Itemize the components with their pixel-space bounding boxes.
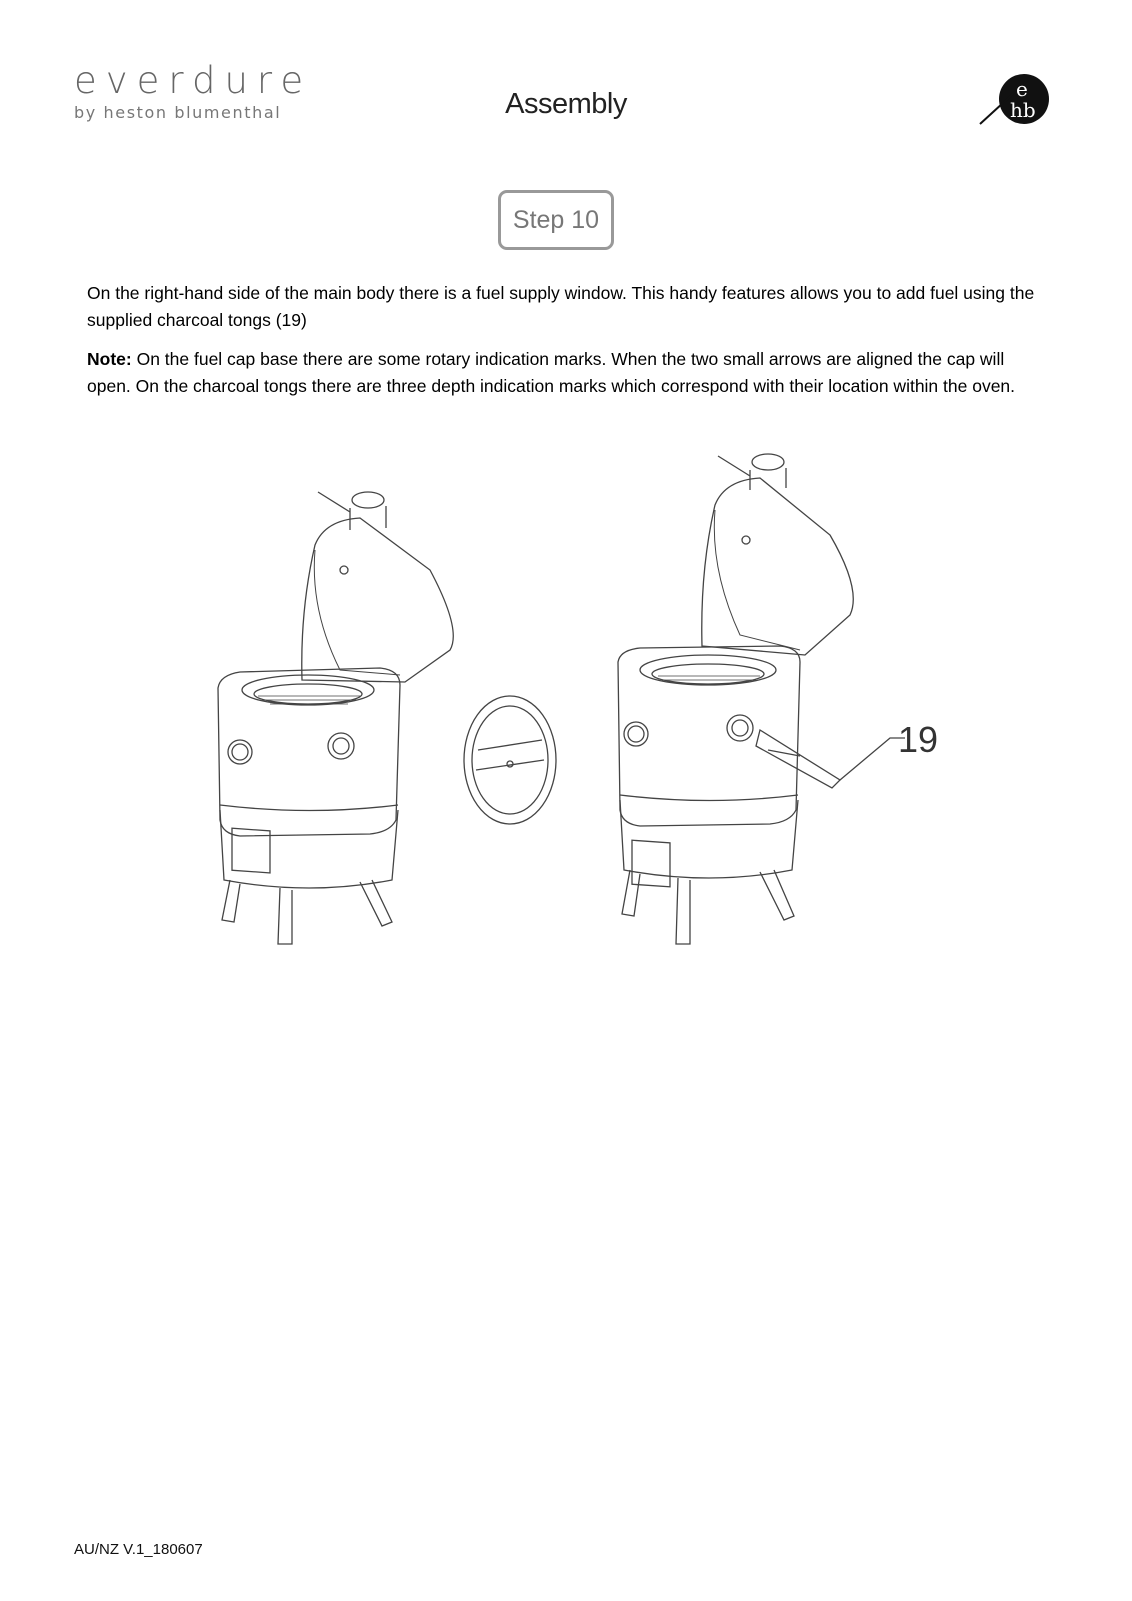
brand-name: everdure: [74, 59, 313, 102]
step-badge: Step 10: [498, 190, 614, 250]
fuel-cap-drawing: [464, 696, 556, 824]
note-text: On the fuel cap base there are some rotary indication marks. When the two small arrows are aligned the cap will open. On the charcoal tongs there are three depth indication marks which correspond with their location within the oven.: [87, 349, 1016, 396]
callout-number: 19: [898, 719, 939, 760]
svg-text:e: e: [1016, 77, 1028, 101]
svg-text:hb: hb: [1010, 98, 1036, 122]
oven-right-drawing: [618, 454, 905, 944]
page-title: Assembly: [505, 88, 627, 120]
note-paragraph: [87, 346, 1047, 400]
ehb-monogram-icon: [978, 72, 1050, 130]
version-footer: AU/NZ V.1_180607: [74, 1541, 203, 1558]
instruction-paragraph: On the right-hand side of the main body there is a fuel supply window. This handy features allows you to add fuel using the supplied charcoal tongs (19): [87, 283, 1035, 330]
assembly-illustration: [200, 450, 960, 980]
note-label: Note:: [87, 349, 132, 369]
oven-left-drawing: [218, 492, 453, 944]
brand-subtitle: by heston blumenthal: [74, 103, 282, 122]
